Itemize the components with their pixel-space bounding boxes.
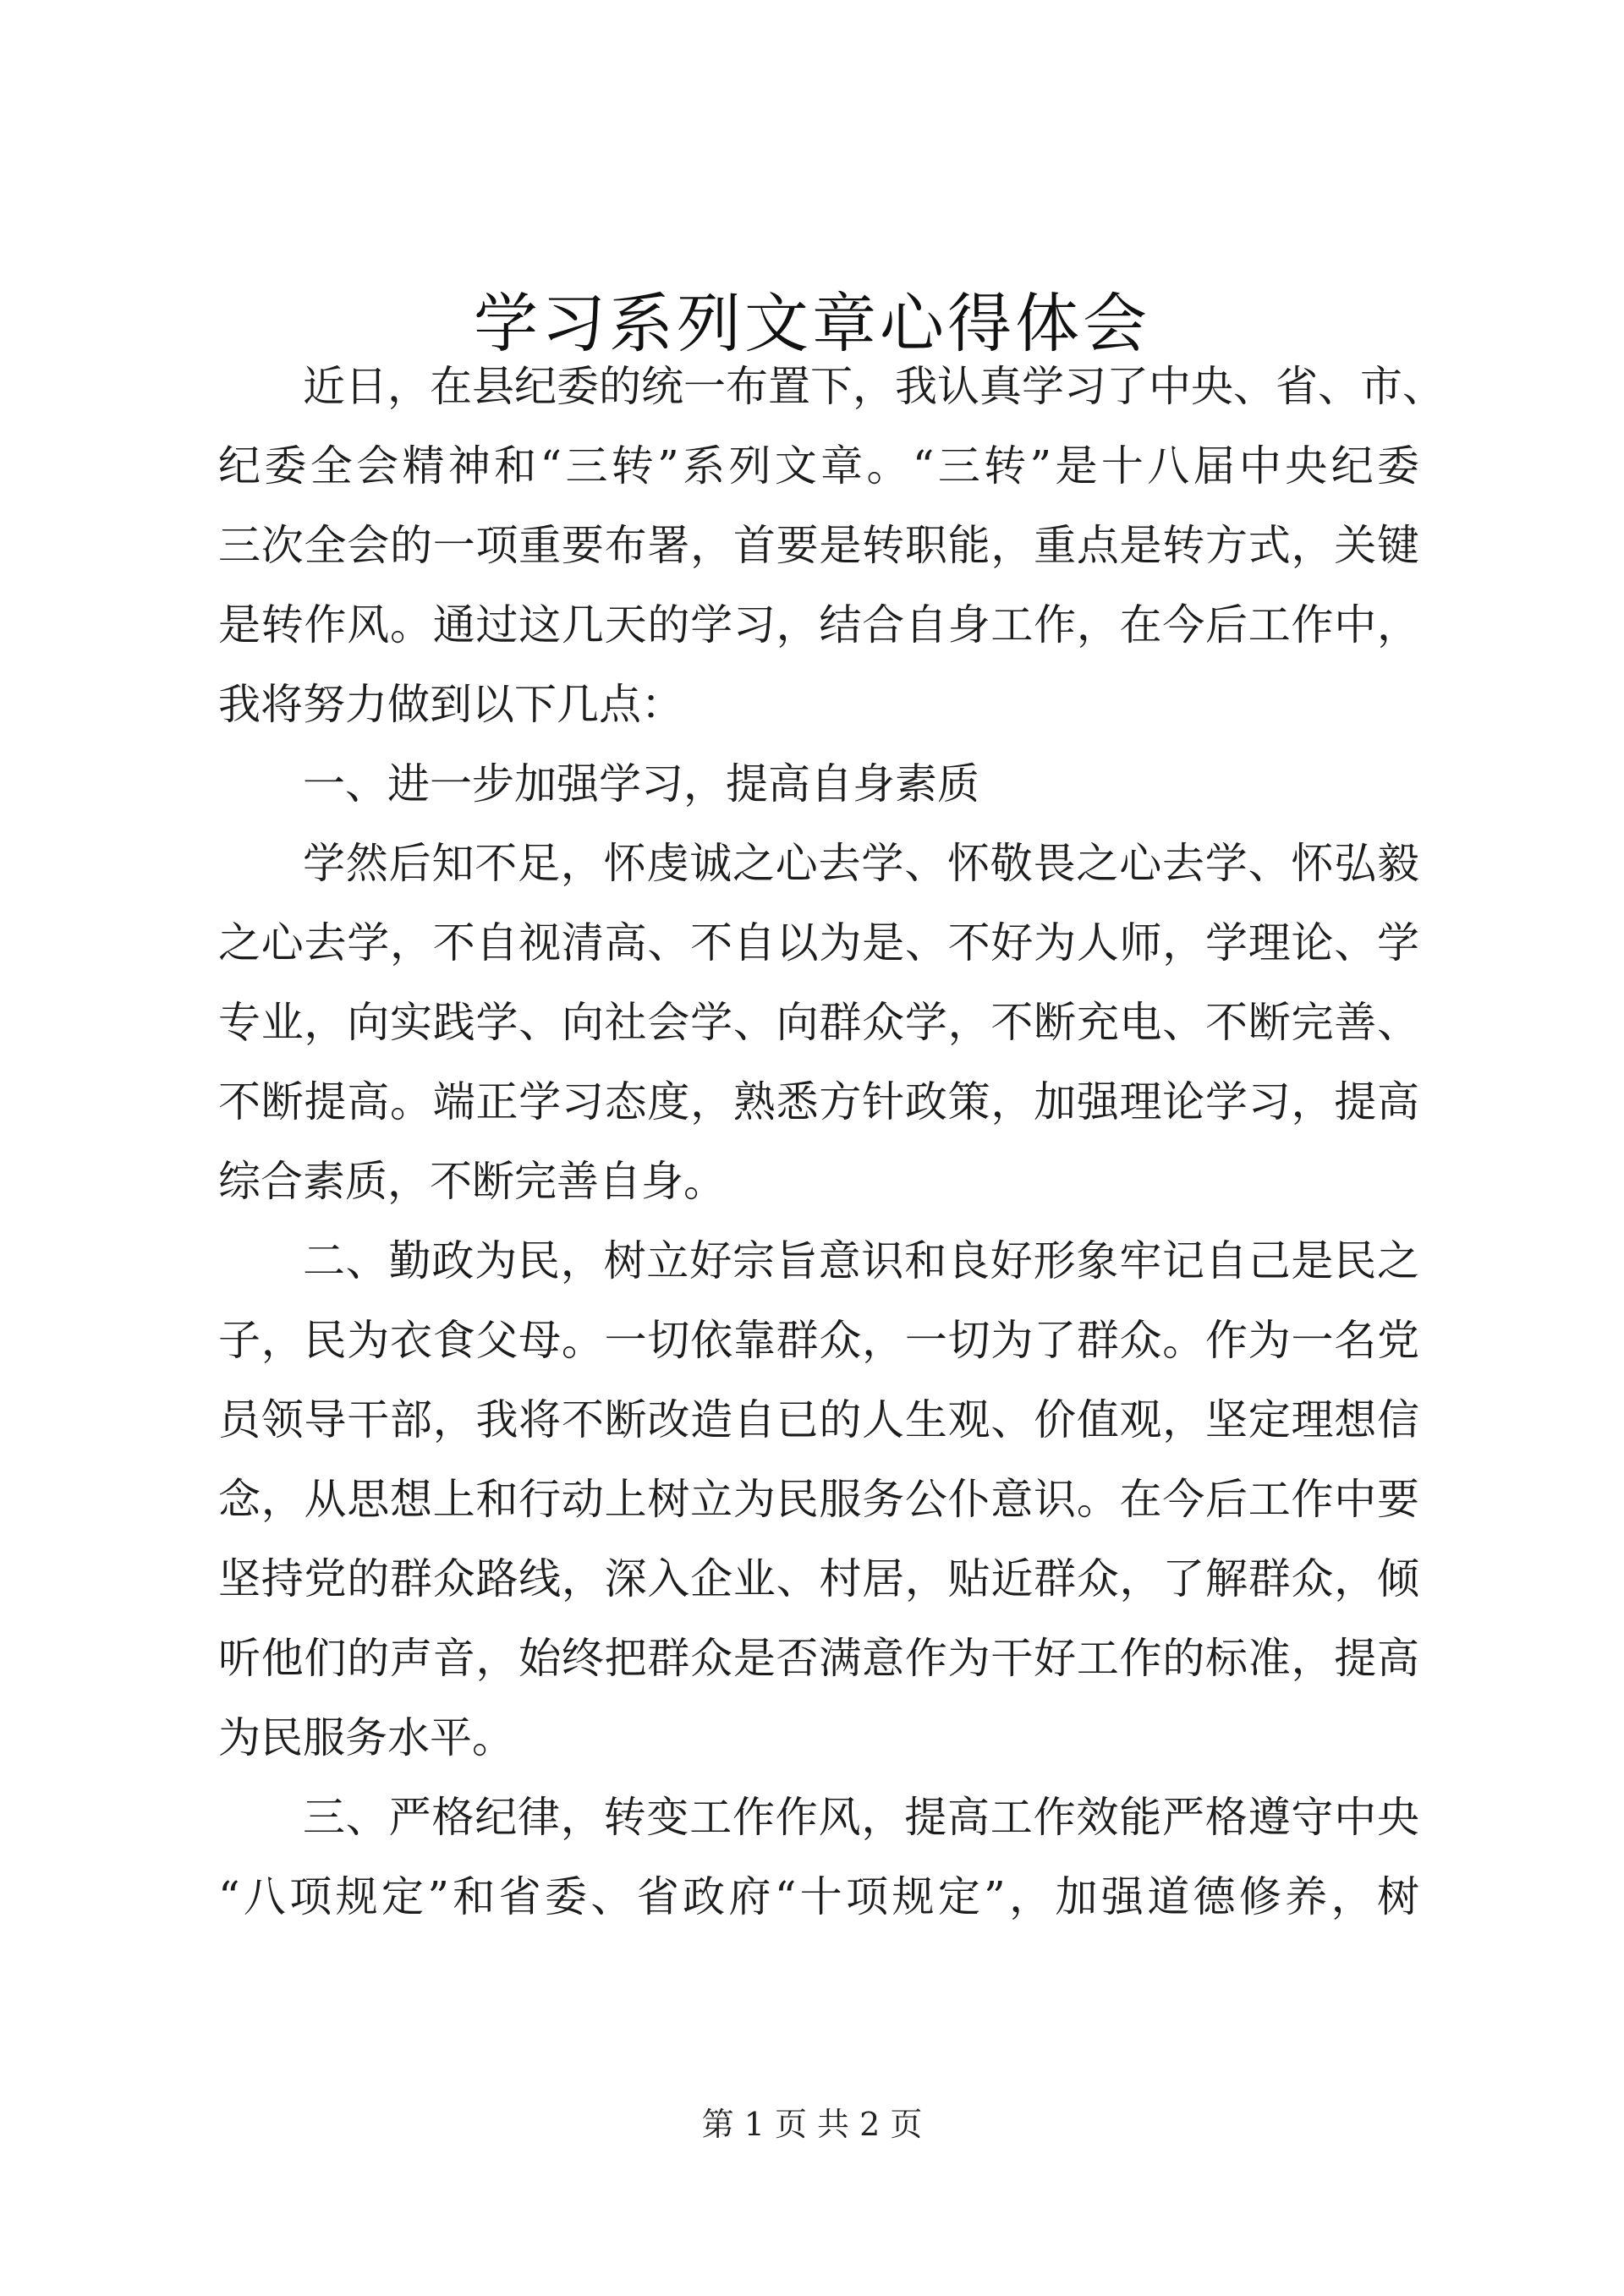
page-number-footer: 第 1 页 共 2 页 (701, 2106, 923, 2143)
text-line: 听他们的声音，始终把群众是否满意作为干好工作的标准，提高 (218, 1634, 1419, 1683)
text-line: 近日，在县纪委的统一布置下，我认真学习了中央、省、市、 (303, 362, 1445, 411)
text-line: 学然后知不足，怀虔诚之心去学、怀敬畏之心去学、怀弘毅 (303, 839, 1419, 888)
paragraph-discipline (218, 1778, 1419, 1937)
text-line: 为民服务水平。 (218, 1713, 514, 1762)
text-line: 我将努力做到以下几点： (218, 680, 683, 729)
text-line: 一、进一步加强学习，提高自身素质 (303, 759, 979, 808)
document-body (218, 347, 1445, 1937)
text-line: 专业，向实践学、向社会学、向群众学，不断充电、不断完善、 (218, 998, 1419, 1047)
text-line: 念，从思想上和行动上树立为民服务公仆意识。在今后工作中要 (218, 1475, 1419, 1524)
text-line: 坚持党的群众路线，深入企业、村居，贴近群众，了解群众，倾 (218, 1554, 1419, 1603)
paragraph-study (218, 824, 1419, 1221)
text-line: 纪委全会精神和“三转”系列文章。“三转”是十八届中央纪委 (218, 441, 1419, 490)
text-line: 员领导干部，我将不断改造自已的人生观、价值观，坚定理想信 (218, 1395, 1419, 1444)
text-line: 三、严格纪律，转变工作作风，提高工作效能严格遵守中央 (303, 1793, 1419, 1842)
text-line: 不断提高。端正学习态度，熟悉方针政策，加强理论学习，提高 (218, 1077, 1419, 1126)
text-line: “八项规定”和省委、省政府“十项规定”，加强道德修养，树 (218, 1872, 1419, 1921)
text-line: 三次全会的一项重要布署，首要是转职能，重点是转方式，关键 (218, 521, 1419, 570)
text-line: 子，民为衣食父母。一切依靠群众，一切为了群众。作为一名党 (218, 1316, 1419, 1365)
paragraph-intro (218, 347, 1445, 744)
text-line: 二、勤政为民，树立好宗旨意识和良好形象牢记自己是民之 (303, 1236, 1419, 1285)
section-heading-1 (218, 744, 1419, 824)
document-title: 学习系列文章心得体会 (474, 286, 1150, 361)
text-line: 综合素质，不断完善自身。 (218, 1157, 726, 1206)
paragraph-serve-people (218, 1221, 1419, 1778)
text-line: 是转作风。通过这几天的学习，结合自身工作，在今后工作中， (218, 600, 1419, 649)
text-line: 之心去学，不自视清高、不自以为是、不好为人师，学理论、学 (218, 918, 1419, 967)
